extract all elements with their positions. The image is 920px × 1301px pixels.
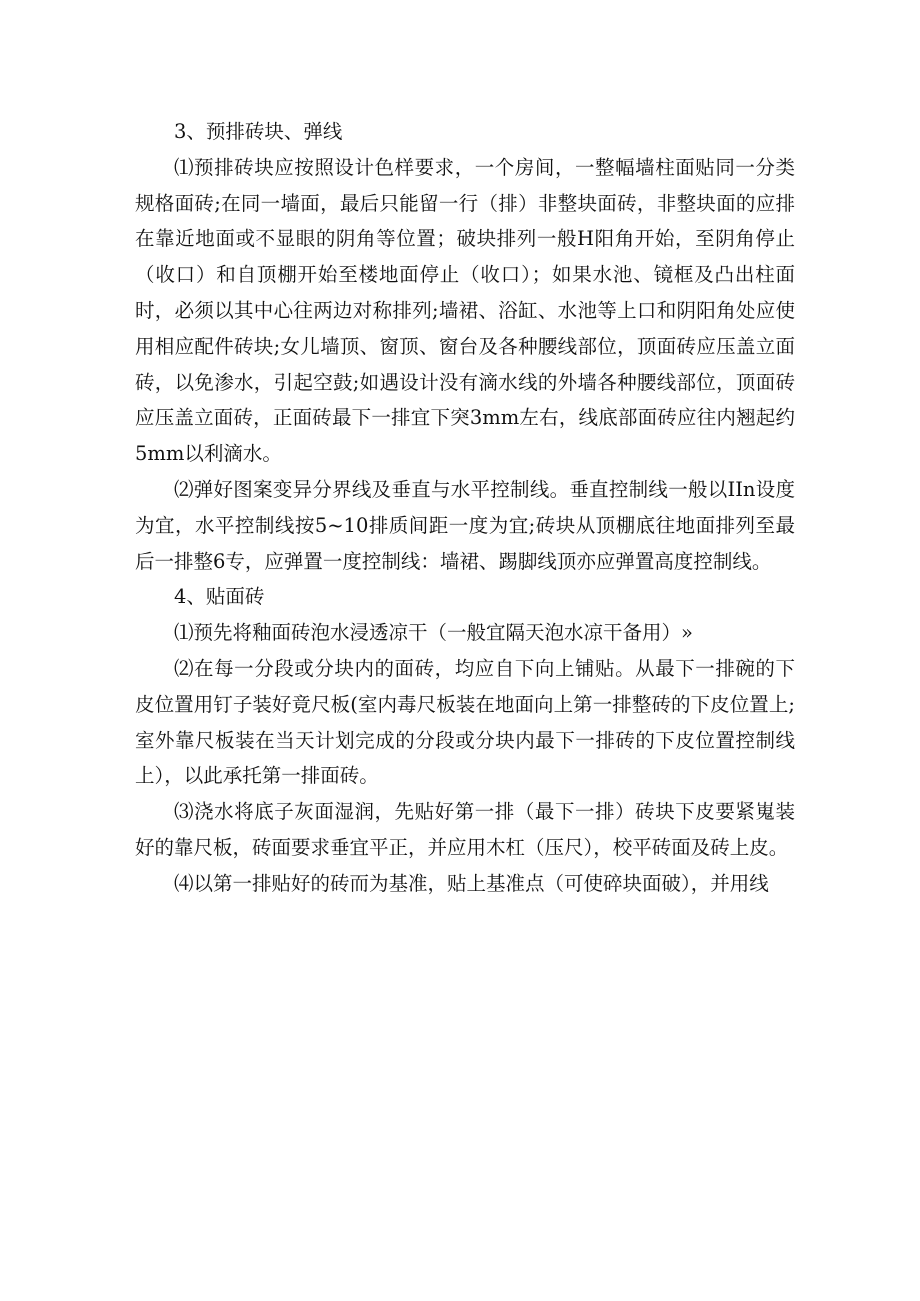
- paragraph-3-2: ⑵弹好图案变异分界线及垂直与水平控制线。垂直控制线一般以IIn设度为宜，水平控制线按5~10排质间距一度为宜;砖块从顶棚底往地面排列至最后一排整6专，应弹置一度控制线：墙裙、踢脚线顶亦应弹置高度控制线。: [135, 477, 795, 573]
- section-heading-3: 3、预排砖块、弹线: [174, 120, 343, 143]
- paragraph-4-2: ⑵在每一分段或分块内的面砖，均应自下向上铺贴。从最下一排碗的下皮位置用钉子装好竟尺板(室内毒尺板装在地面向上第一排整砖的下皮位置上;室外靠尺板装在当天计划完成的分段或分块内最下一排砖的下皮位置控制线上），以此承托第一排面砖。: [135, 656, 795, 788]
- paragraph-4-1: ⑴预先将釉面砖泡水浸透凉干（一般宜隔天泡水凉干备用）»: [174, 621, 693, 645]
- document-body: [135, 114, 795, 902]
- paragraph-4-3: ⑶浇水将底子灰面湿润，先贴好第一排（最下一排）砖块下皮要紧嵬装好的靠尺板，砖面要求垂宜平正，并应用木杠（压尺），校平砖面及砖上皮。: [135, 800, 795, 859]
- paragraph-3-1: ⑴预排砖块应按照设计色样要求，一个房间，一整幅墙柱面贴同一分类规格面砖;在同一墙面，最后只能留一行（排）非整块面砖，非整块面的应排在靠近地面或不显眼的阴角等位置；破块排列一般H阳角开始，至阴角停止（收口）和自顶棚开始至楼地面停止（收口）；如果水池、镜框及凸出柱面时，必须以其中心往两边对称排列;墙裙、浴缸、水池等上口和阴阳角处应使用相应配件砖块;女儿墙顶、窗顶、窗台及各种腰线部位，顶面砖应压盖立面砖，以免渗水，引起空鼓;如遇设计没有滴水线的外墙各种腰线部位，顶面砖应压盖立面砖，正面砖最下一排宜下突3mm左右，线底部面砖应往内翘起约5mm以利滴水。: [135, 155, 795, 466]
- paragraph-4-4: ⑷以第一排贴好的砖而为基准，贴上基准点（可使碎块面破），并用线: [174, 871, 769, 895]
- section-heading-4: 4、贴面砖: [174, 585, 265, 609]
